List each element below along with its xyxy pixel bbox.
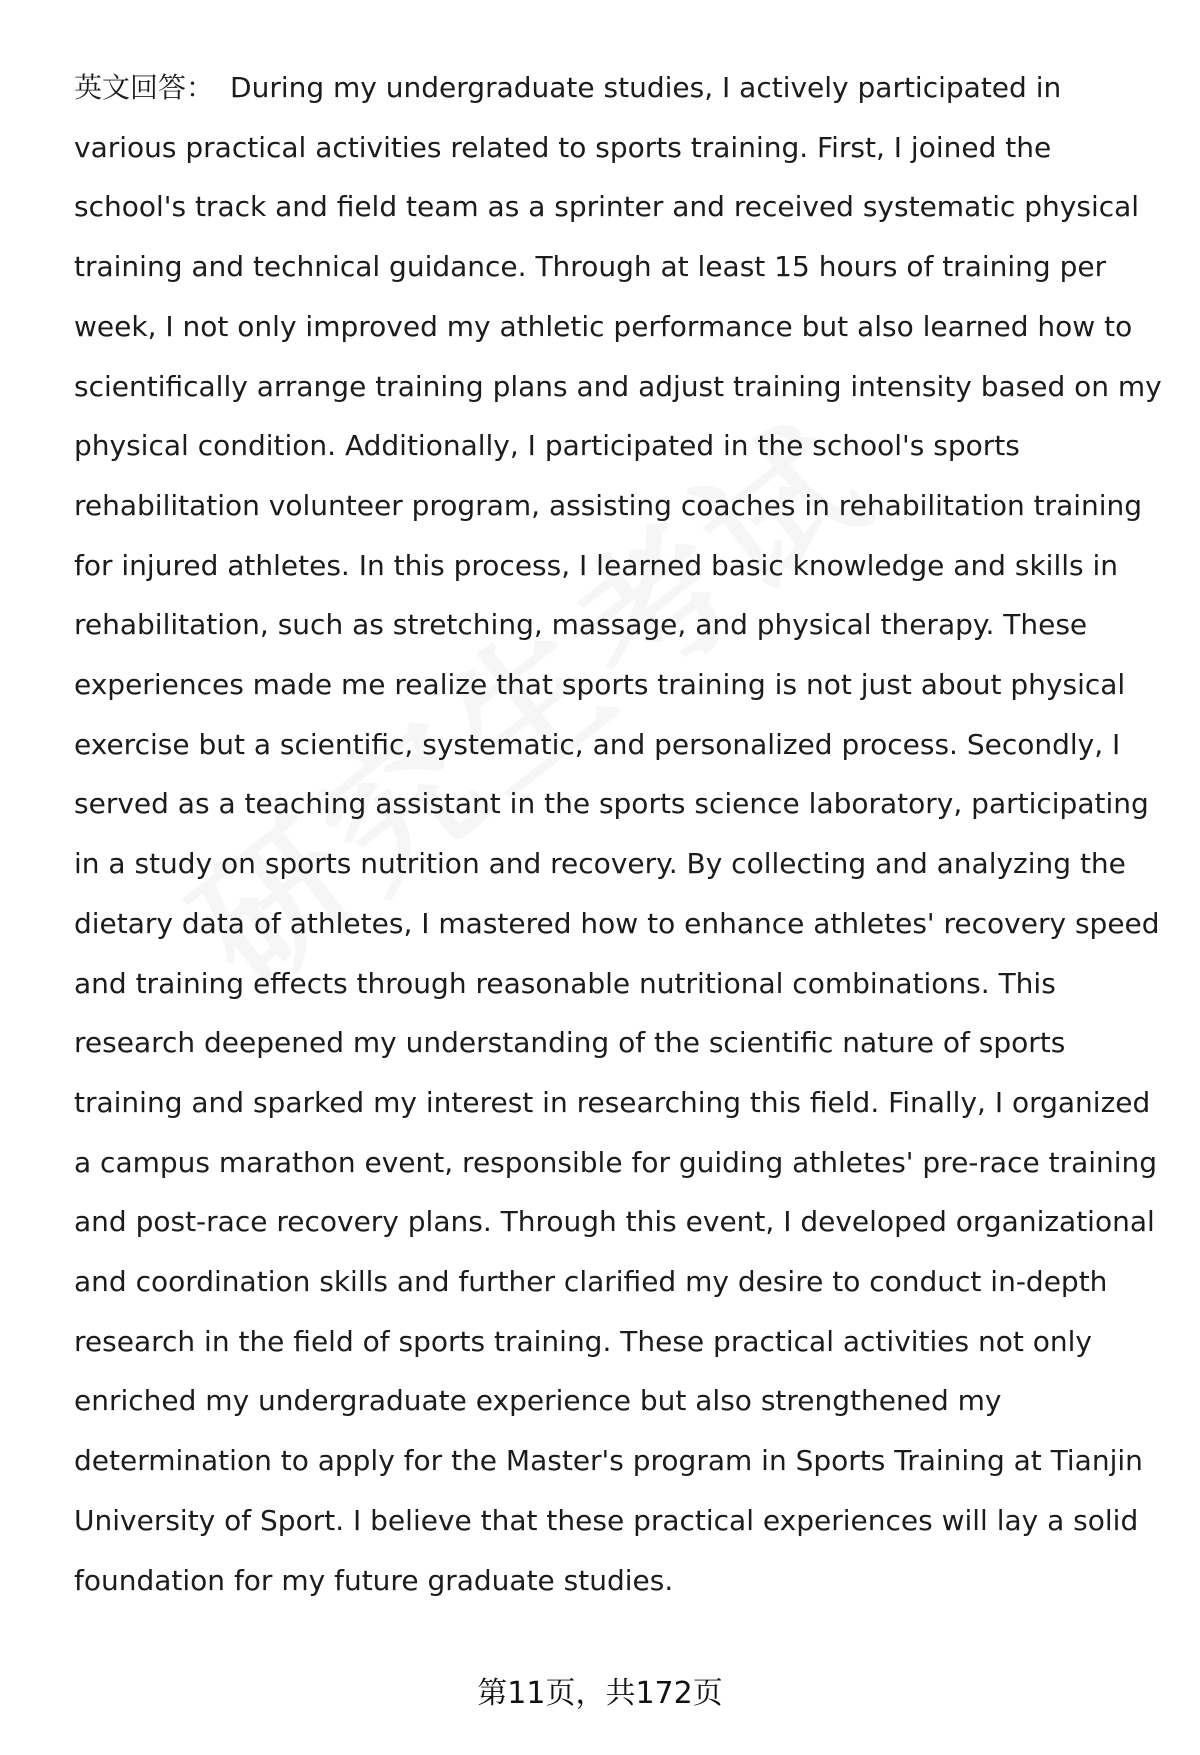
answer-label: 英文回答： — [74, 71, 215, 104]
page-indicator: 第11页，共172页 — [477, 1676, 723, 1711]
answer-paragraph — [74, 58, 1164, 1610]
answer-text: During my undergraduate studies, I actively participated in various practical activities related to sports training. First, I joined the school's track and field team as a sprinter and received systematic physical training and technical guidance. Through at least 15 hours of training per week, I not only improved my athletic performance but also learned how to scientifically arrange training plans and adjust training intensity based on my physical condition. Additionally, I participated in the school's sports rehabilitation volunteer program, assisting coaches in rehabilitation training for injured athletes. In this process, I learned basic knowledge and skills in rehabilitation, such as stretching, massage, and physical therapy. These experiences made me realize that sports training is not just about physical exercise but a scientific, systematic, and personalized process. Secondly, I served as a teaching assistant in the sports science laboratory, participating in a study on sports nutrition and recovery. By collecting and analyzing the dietary data of athletes, I mastered how to enhance athletes' recovery speed and training effects through reasonable nutritional combinations. This research deepened my understanding of the scientific nature of sports training and sparked my interest in researching this field. Finally, I organized a campus marathon event, responsible for guiding athletes' pre-race training and post-race recovery plans. Through this event, I developed organizational and coordination skills and further clarified my desire to conduct in-depth research in the field of sports training. These practical activities not only enriched my undergraduate experience but also strengthened my determination to apply for the Master's program in Sports Training at Tianjin University of Sport. I believe that these practical experiences will lay a solid foundation for my future graduate studies. — [74, 71, 1162, 1597]
